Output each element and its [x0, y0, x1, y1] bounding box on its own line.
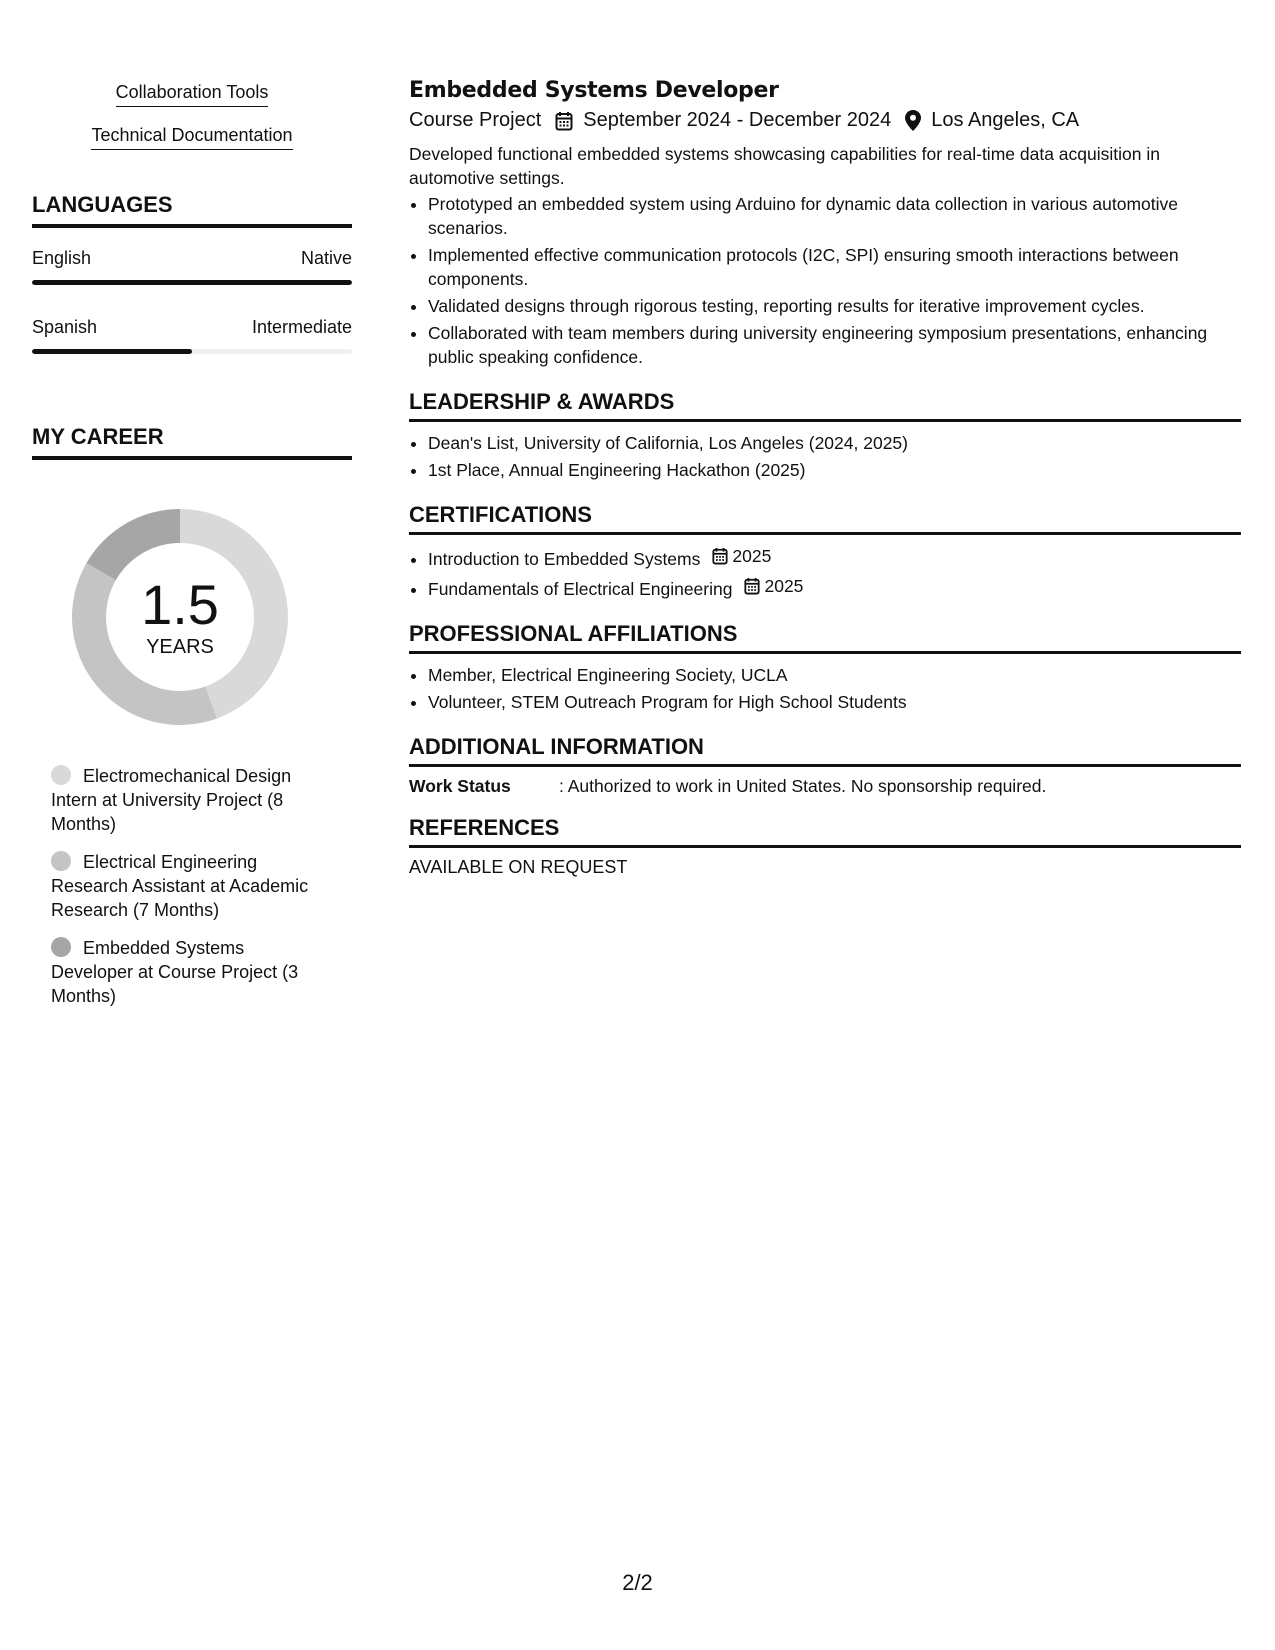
affiliations-list: [409, 663, 1241, 714]
certification-name: Fundamentals of Electrical Engineering: [428, 579, 733, 599]
calendar-icon: [712, 547, 728, 565]
job-title: Embedded Systems Developer: [409, 78, 779, 103]
career-legend-item: [51, 936, 331, 1008]
job-location: Los Angeles, CA: [931, 109, 1080, 131]
affiliation-item: • Volunteer, STEM Outreach Program for High School Students: [428, 690, 1241, 714]
references-text: AVAILABLE ON REQUEST: [409, 857, 628, 877]
legend-dot: [51, 851, 71, 871]
references-heading: REFERENCES: [409, 815, 1241, 848]
leadership-item: • 1st Place, Annual Engineering Hackathon (2025): [428, 458, 1241, 482]
language-level: Native: [300, 248, 352, 268]
work-status-value: : Authorized to work in United States. No sponsorship required.: [559, 776, 1047, 796]
language-bar: [32, 280, 352, 285]
skill-tag: Collaboration Tools: [116, 82, 269, 107]
job-company: Course Project: [409, 109, 542, 131]
additional-info-heading: ADDITIONAL INFORMATION: [409, 734, 1241, 767]
certifications-heading: CERTIFICATIONS: [409, 502, 1241, 535]
career-legend-label: Embedded Systems Developer at Course Project (3 Months): [51, 938, 299, 1006]
career-legend-item: [51, 850, 331, 922]
language-bar-fill: [32, 349, 192, 354]
language-name: English: [32, 248, 92, 268]
job-meta: [409, 109, 1241, 132]
certification-item: [428, 574, 1241, 601]
sidebar: [32, 82, 352, 1022]
career-donut-chart: [65, 502, 295, 732]
job-description: Developed functional embedded systems showcasing capabilities for real-time data acquisition in automotive settings.: [409, 144, 1160, 188]
career-legend-item: [51, 764, 331, 836]
language-item: [32, 248, 352, 285]
work-status-label: Work Status: [409, 776, 511, 796]
certification-item: [428, 544, 1241, 571]
language-name: Spanish: [32, 317, 98, 337]
language-item: [32, 317, 352, 354]
calendar-icon: [555, 111, 573, 131]
language-bar-fill: [32, 280, 352, 285]
affiliations-heading: PROFESSIONAL AFFILIATIONS: [409, 621, 1241, 654]
certification-name: Introduction to Embedded Systems: [428, 549, 701, 569]
certifications-list: [409, 544, 1241, 601]
work-status-row: [409, 776, 1241, 797]
affiliation-item: • Member, Electrical Engineering Society, UCLA: [428, 663, 1241, 687]
leadership-heading: LEADERSHIP & AWARDS: [409, 389, 1241, 422]
job-bullets: [409, 192, 1241, 369]
page-number: 2/2: [622, 1570, 653, 1595]
language-level: Intermediate: [251, 317, 352, 337]
job-bullet: • Prototyped an embedded system using Arduino for dynamic data collection in various automotive scenarios.: [428, 192, 1241, 240]
career-legend-label: Electromechanical Design Intern at University Project (8 Months): [51, 766, 292, 834]
career-legend: [51, 764, 331, 1008]
legend-dot: [51, 765, 71, 785]
job-bullet: • Collaborated with team members during university engineering symposium presentations, enhancing public speaking confidence.: [428, 321, 1241, 369]
career-total-value: 1.5: [141, 572, 219, 636]
calendar-icon: [744, 577, 760, 595]
career-total-unit: YEARS: [146, 635, 214, 658]
leadership-item: • Dean's List, University of California, Los Angeles (2024, 2025): [428, 431, 1241, 455]
map-pin-icon: [905, 110, 921, 131]
career-legend-label: Electrical Engineering Research Assistant at Academic Research (7 Months): [51, 852, 309, 920]
job-dates: September 2024 - December 2024: [583, 109, 892, 131]
certification-year: 2025: [764, 576, 804, 596]
job-bullet: • Implemented effective communication protocols (I2C, SPI) ensuring smooth interactions between components.: [428, 243, 1241, 291]
career-heading: MY CAREER: [32, 424, 352, 460]
skill-tag: Technical Documentation: [91, 125, 292, 150]
legend-dot: [51, 937, 71, 957]
languages-heading: LANGUAGES: [32, 192, 352, 228]
main-content: [409, 78, 1241, 878]
language-bar: [32, 349, 352, 354]
leadership-list: [409, 431, 1241, 482]
certification-year: 2025: [732, 546, 772, 566]
job-bullet: • Validated designs through rigorous testing, reporting results for iterative improvement cycles.: [428, 294, 1241, 318]
